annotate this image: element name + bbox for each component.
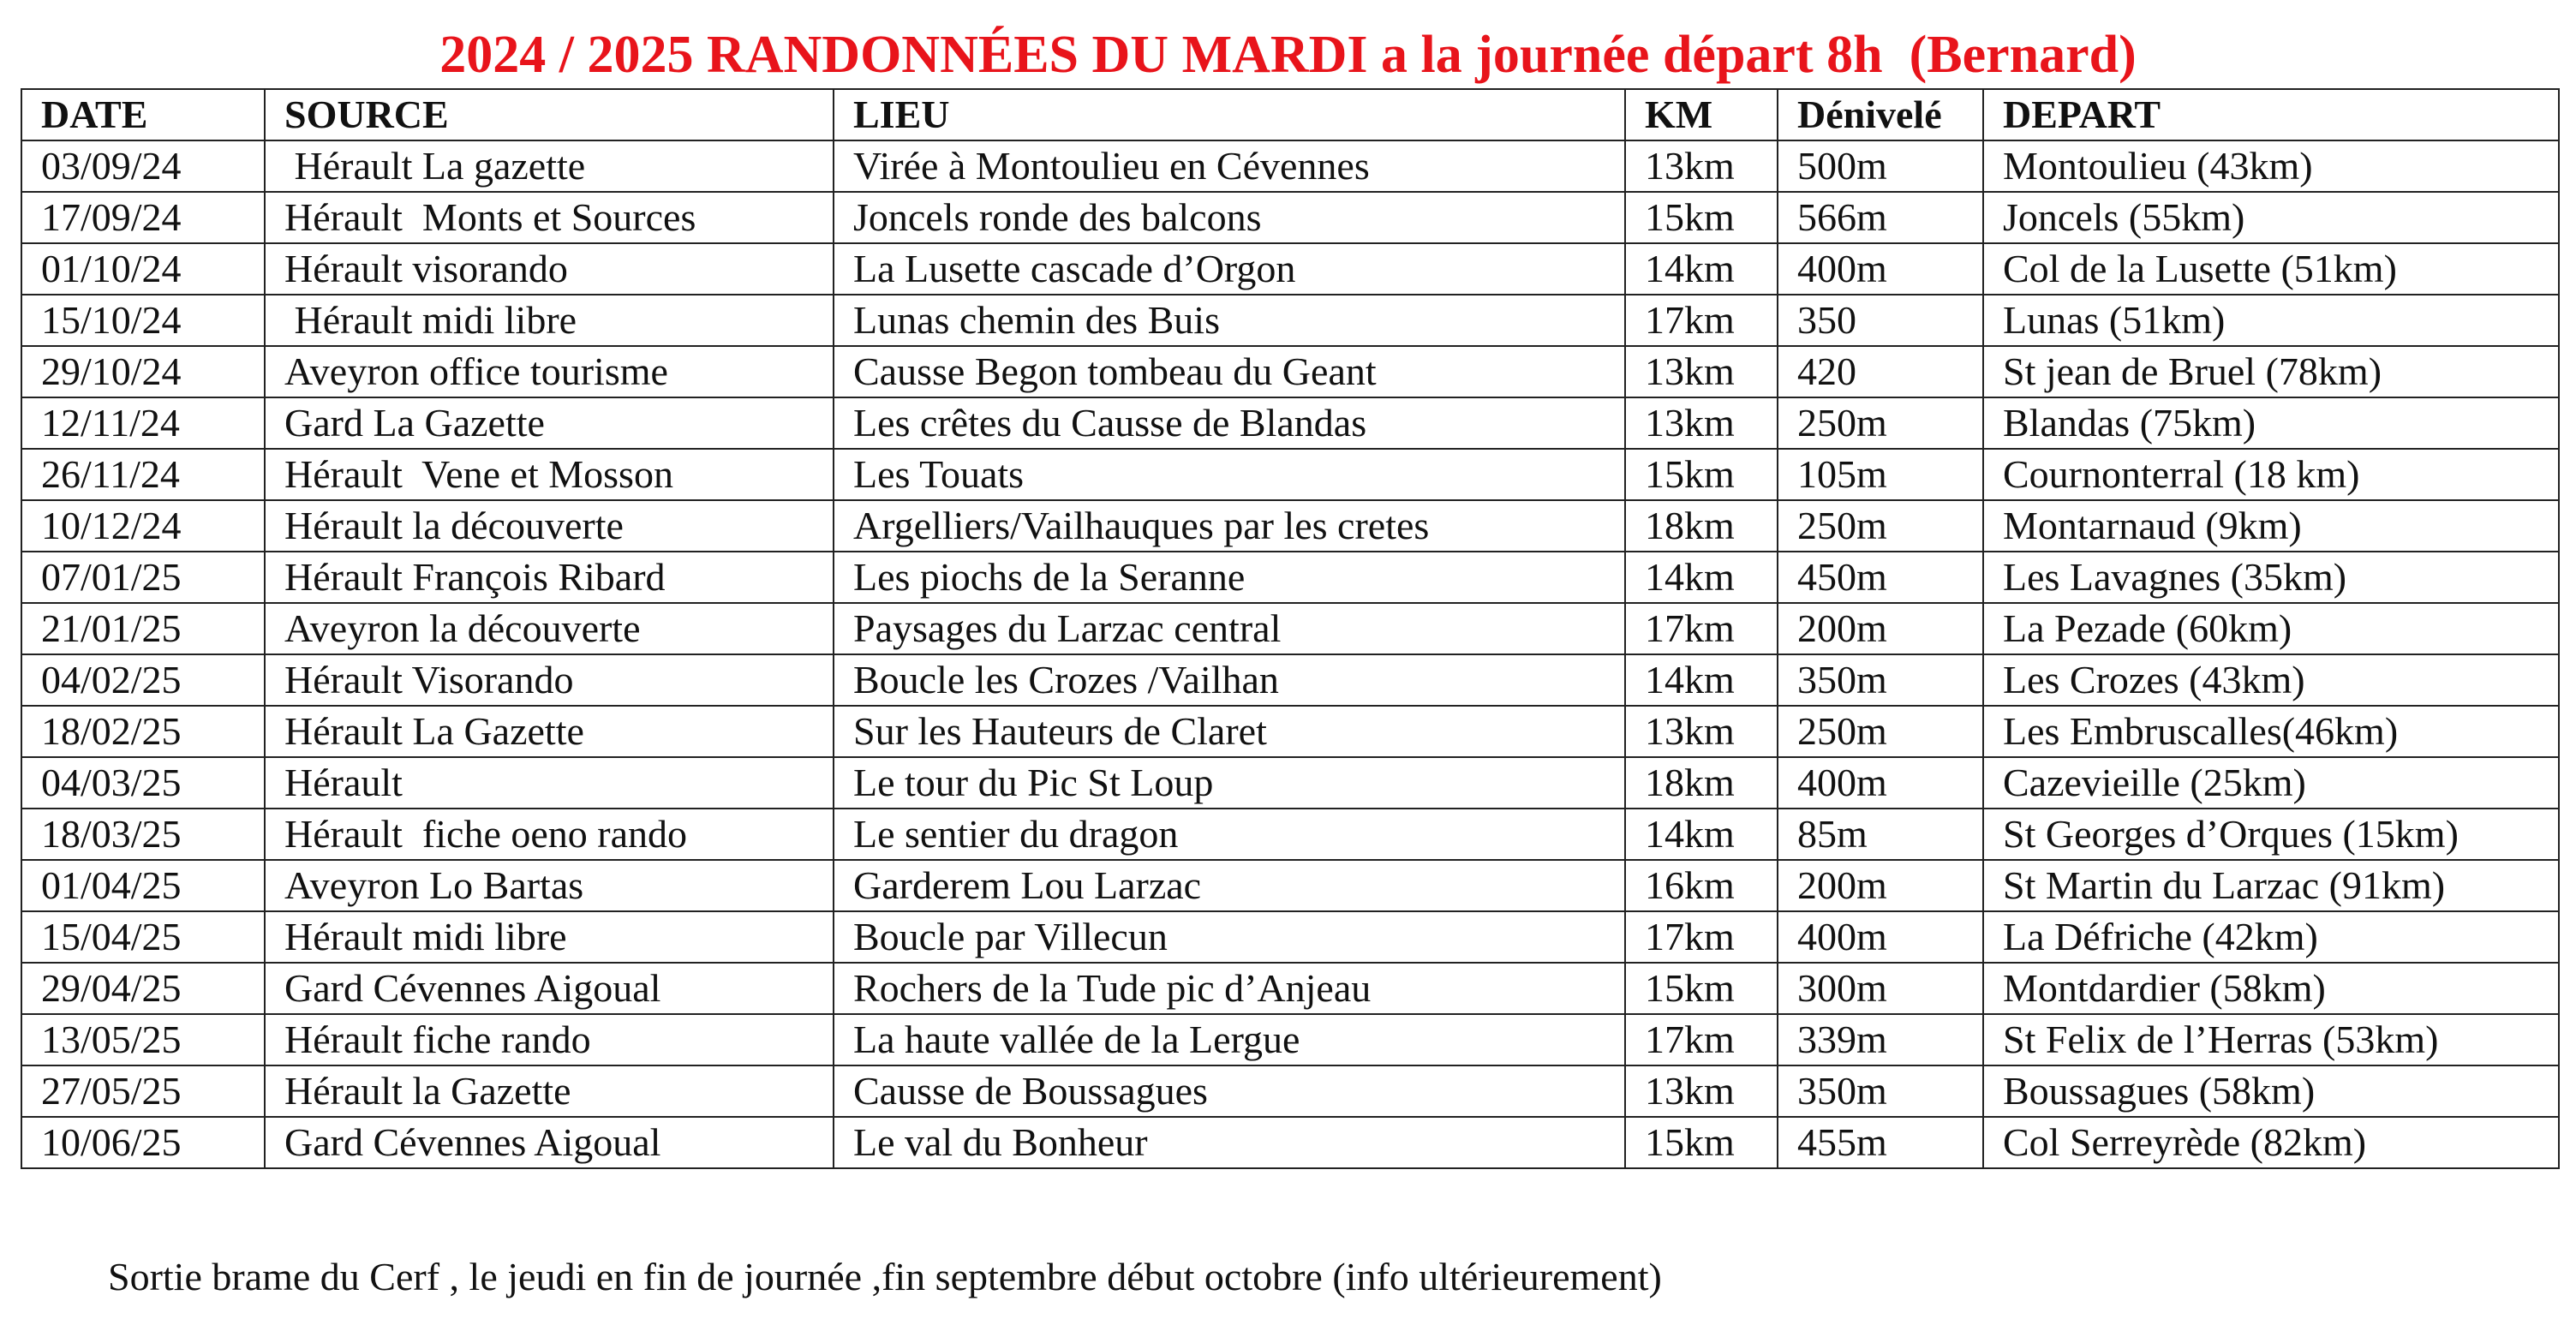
cell-source: Hérault (265, 757, 834, 809)
cell-source: Hérault Vene et Mosson (265, 449, 834, 500)
cell-km: 16km (1625, 860, 1778, 911)
cell-source: Hérault la découverte (265, 500, 834, 552)
cell-source: Aveyron office tourisme (265, 346, 834, 397)
cell-date: 13/05/25 (21, 1014, 265, 1065)
cell-depart: Montdardier (58km) (1983, 963, 2559, 1014)
cell-km: 13km (1625, 1065, 1778, 1117)
cell-km: 18km (1625, 757, 1778, 809)
footer-note: Sortie brame du Cerf , le jeudi en fin de journée ,fin septembre début octobre (info ultérieurement) (108, 1255, 1662, 1298)
cell-denivele: 250m (1778, 500, 1983, 552)
header-source: SOURCE (265, 89, 834, 140)
header-lieu: LIEU (834, 89, 1625, 140)
cell-lieu: Les piochs de la Seranne (834, 552, 1625, 603)
table-row (21, 500, 2559, 552)
header-km: KM (1625, 89, 1778, 140)
cell-date: 17/09/24 (21, 192, 265, 243)
cell-lieu: Sur les Hauteurs de Claret (834, 706, 1625, 757)
table-row (21, 140, 2559, 192)
cell-date: 18/03/25 (21, 809, 265, 860)
cell-denivele: 350m (1778, 1065, 1983, 1117)
cell-km: 17km (1625, 911, 1778, 963)
cell-km: 14km (1625, 552, 1778, 603)
cell-denivele: 250m (1778, 397, 1983, 449)
cell-km: 13km (1625, 140, 1778, 192)
cell-date: 26/11/24 (21, 449, 265, 500)
cell-denivele: 85m (1778, 809, 1983, 860)
cell-depart: St Georges d’Orques (15km) (1983, 809, 2559, 860)
cell-km: 15km (1625, 449, 1778, 500)
cell-km: 18km (1625, 500, 1778, 552)
cell-depart: Montoulieu (43km) (1983, 140, 2559, 192)
cell-date: 03/09/24 (21, 140, 265, 192)
cell-denivele: 350 (1778, 295, 1983, 346)
table-row (21, 706, 2559, 757)
cell-denivele: 400m (1778, 243, 1983, 295)
cell-km: 17km (1625, 295, 1778, 346)
cell-depart: Col de la Lusette (51km) (1983, 243, 2559, 295)
cell-lieu: La Lusette cascade d’Orgon (834, 243, 1625, 295)
cell-depart: St Felix de l’Herras (53km) (1983, 1014, 2559, 1065)
cell-date: 01/04/25 (21, 860, 265, 911)
table-row (21, 295, 2559, 346)
cell-source: Hérault La Gazette (265, 706, 834, 757)
cell-depart: St jean de Bruel (78km) (1983, 346, 2559, 397)
table-row (21, 397, 2559, 449)
cell-source: Gard La Gazette (265, 397, 834, 449)
table-row (21, 809, 2559, 860)
cell-km: 14km (1625, 654, 1778, 706)
cell-lieu: Virée à Montoulieu en Cévennes (834, 140, 1625, 192)
cell-denivele: 105m (1778, 449, 1983, 500)
table-row (21, 552, 2559, 603)
table-row (21, 449, 2559, 500)
cell-source: Hérault visorando (265, 243, 834, 295)
cell-date: 15/04/25 (21, 911, 265, 963)
table-row (21, 1065, 2559, 1117)
cell-depart: Joncels (55km) (1983, 192, 2559, 243)
cell-lieu: Garderem Lou Larzac (834, 860, 1625, 911)
table-header-row (21, 89, 2559, 140)
cell-denivele: 400m (1778, 911, 1983, 963)
cell-depart: Montarnaud (9km) (1983, 500, 2559, 552)
table-row (21, 860, 2559, 911)
cell-depart: Blandas (75km) (1983, 397, 2559, 449)
cell-km: 17km (1625, 603, 1778, 654)
cell-source: Hérault midi libre (265, 295, 834, 346)
table-row (21, 192, 2559, 243)
cell-date: 01/10/24 (21, 243, 265, 295)
cell-date: 04/03/25 (21, 757, 265, 809)
cell-date: 04/02/25 (21, 654, 265, 706)
cell-denivele: 339m (1778, 1014, 1983, 1065)
cell-lieu: Causse de Boussagues (834, 1065, 1625, 1117)
cell-denivele: 500m (1778, 140, 1983, 192)
hikes-table-container (21, 88, 2558, 1169)
cell-km: 15km (1625, 1117, 1778, 1168)
cell-km: 17km (1625, 1014, 1778, 1065)
cell-lieu: La haute vallée de la Lergue (834, 1014, 1625, 1065)
cell-lieu: Paysages du Larzac central (834, 603, 1625, 654)
cell-depart: Lunas (51km) (1983, 295, 2559, 346)
cell-denivele: 450m (1778, 552, 1983, 603)
table-row (21, 963, 2559, 1014)
cell-date: 21/01/25 (21, 603, 265, 654)
table-row (21, 1014, 2559, 1065)
cell-source: Hérault fiche rando (265, 1014, 834, 1065)
cell-date: 07/01/25 (21, 552, 265, 603)
cell-depart: Cazevieille (25km) (1983, 757, 2559, 809)
cell-lieu: Lunas chemin des Buis (834, 295, 1625, 346)
cell-depart: La Pezade (60km) (1983, 603, 2559, 654)
cell-denivele: 350m (1778, 654, 1983, 706)
cell-denivele: 420 (1778, 346, 1983, 397)
cell-source: Hérault Visorando (265, 654, 834, 706)
cell-lieu: Joncels ronde des balcons (834, 192, 1625, 243)
cell-denivele: 200m (1778, 603, 1983, 654)
cell-depart: Les Crozes (43km) (1983, 654, 2559, 706)
cell-denivele: 250m (1778, 706, 1983, 757)
hikes-table (21, 88, 2560, 1169)
cell-source: Aveyron Lo Bartas (265, 860, 834, 911)
cell-lieu: Boucle par Villecun (834, 911, 1625, 963)
cell-lieu: Argelliers/Vailhauques par les cretes (834, 500, 1625, 552)
table-row (21, 1117, 2559, 1168)
cell-date: 29/04/25 (21, 963, 265, 1014)
table-row (21, 654, 2559, 706)
cell-denivele: 200m (1778, 860, 1983, 911)
cell-date: 12/11/24 (21, 397, 265, 449)
cell-km: 13km (1625, 706, 1778, 757)
cell-depart: La Défriche (42km) (1983, 911, 2559, 963)
cell-depart: Les Lavagnes (35km) (1983, 552, 2559, 603)
cell-lieu: Rochers de la Tude pic d’Anjeau (834, 963, 1625, 1014)
cell-lieu: Boucle les Crozes /Vailhan (834, 654, 1625, 706)
cell-denivele: 300m (1778, 963, 1983, 1014)
table-row (21, 346, 2559, 397)
table-row (21, 911, 2559, 963)
cell-source: Hérault La gazette (265, 140, 834, 192)
cell-km: 15km (1625, 963, 1778, 1014)
cell-date: 10/12/24 (21, 500, 265, 552)
cell-depart: Boussagues (58km) (1983, 1065, 2559, 1117)
table-row (21, 243, 2559, 295)
cell-source: Gard Cévennes Aigoual (265, 1117, 834, 1168)
cell-denivele: 455m (1778, 1117, 1983, 1168)
cell-source: Hérault fiche oeno rando (265, 809, 834, 860)
cell-source: Aveyron la découverte (265, 603, 834, 654)
cell-denivele: 566m (1778, 192, 1983, 243)
table-body (21, 140, 2559, 1168)
table-row (21, 603, 2559, 654)
cell-km: 13km (1625, 397, 1778, 449)
cell-lieu: Le val du Bonheur (834, 1117, 1625, 1168)
cell-date: 15/10/24 (21, 295, 265, 346)
cell-source: Hérault François Ribard (265, 552, 834, 603)
cell-date: 10/06/25 (21, 1117, 265, 1168)
cell-km: 15km (1625, 192, 1778, 243)
cell-source: Gard Cévennes Aigoual (265, 963, 834, 1014)
cell-km: 14km (1625, 243, 1778, 295)
header-denivele: Dénivelé (1778, 89, 1983, 140)
cell-source: Hérault Monts et Sources (265, 192, 834, 243)
cell-date: 29/10/24 (21, 346, 265, 397)
header-depart: DEPART (1983, 89, 2559, 140)
cell-depart: St Martin du Larzac (91km) (1983, 860, 2559, 911)
cell-source: Hérault midi libre (265, 911, 834, 963)
cell-depart: Les Embruscalles(46km) (1983, 706, 2559, 757)
cell-date: 27/05/25 (21, 1065, 265, 1117)
cell-date: 18/02/25 (21, 706, 265, 757)
cell-lieu: Causse Begon tombeau du Geant (834, 346, 1625, 397)
header-date: DATE (21, 89, 265, 140)
cell-depart: Col Serreyrède (82km) (1983, 1117, 2559, 1168)
cell-km: 14km (1625, 809, 1778, 860)
page-title: 2024 / 2025 RANDONNÉES DU MARDI a la journée départ 8h (Bernard) (439, 26, 2137, 84)
cell-km: 13km (1625, 346, 1778, 397)
cell-lieu: Les crêtes du Causse de Blandas (834, 397, 1625, 449)
cell-denivele: 400m (1778, 757, 1983, 809)
cell-depart: Cournonterral (18 km) (1983, 449, 2559, 500)
cell-lieu: Le sentier du dragon (834, 809, 1625, 860)
table-row (21, 757, 2559, 809)
cell-source: Hérault la Gazette (265, 1065, 834, 1117)
cell-lieu: Les Touats (834, 449, 1625, 500)
cell-lieu: Le tour du Pic St Loup (834, 757, 1625, 809)
